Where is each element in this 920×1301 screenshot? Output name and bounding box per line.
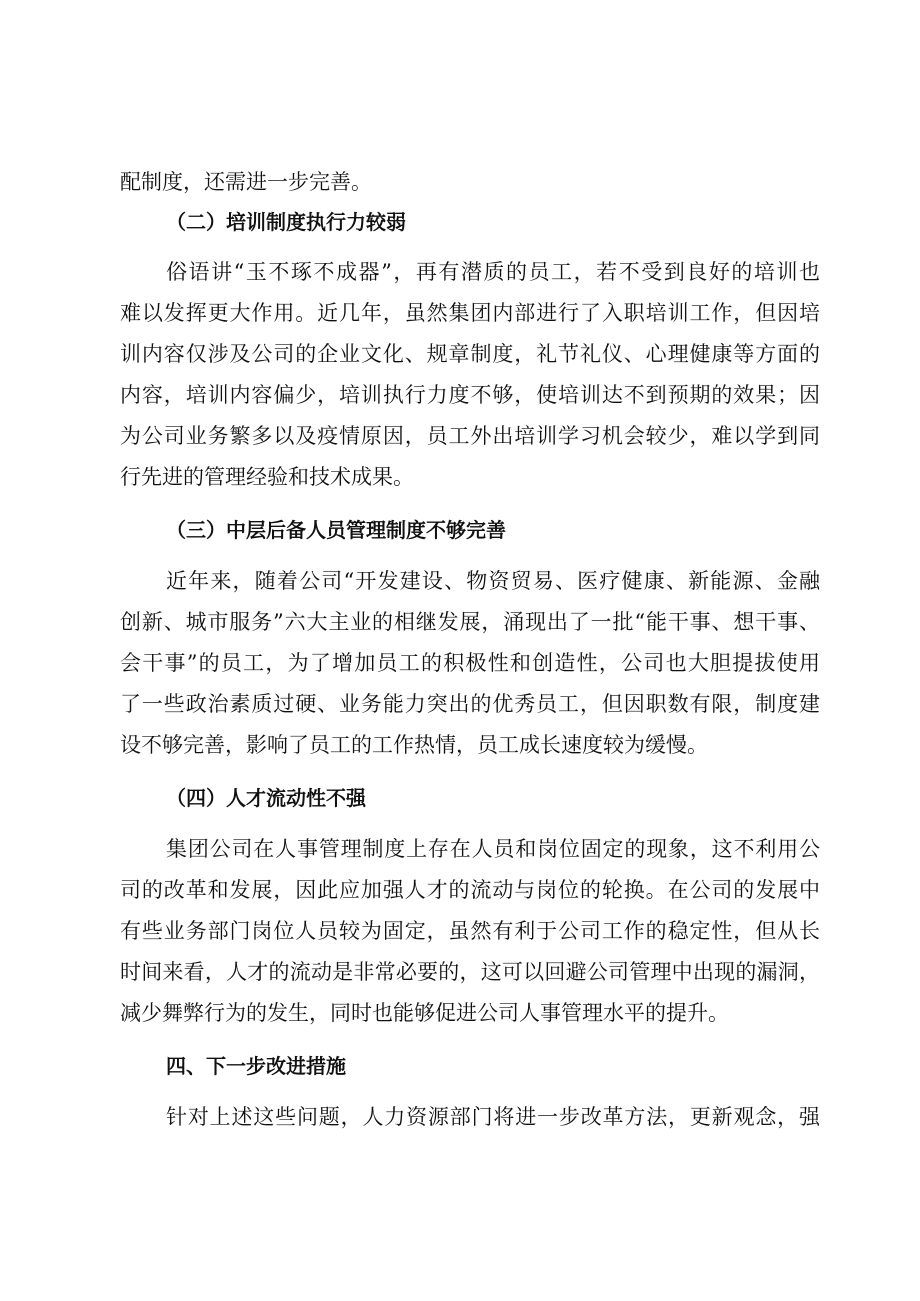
paragraph-line: 训内容仅涉及公司的企业文化、规章制度，礼节礼仪、心理健康等方面的 xyxy=(120,342,820,366)
paragraph-line: 针对上述这些问题，人力资源部门将进一步改革方法，更新观念，强 xyxy=(166,1105,820,1129)
section-heading-reserve-staff: （三）中层后备人员管理制度不够完善 xyxy=(166,518,506,542)
paragraph-line: 会干事”的员工，为了增加员工的积极性和创造性，公司也大胆提拔使用 xyxy=(120,651,820,675)
section-heading-talent-mobility: （四）人才流动性不强 xyxy=(166,786,366,810)
paragraph-line: 配制度，还需进一步完善。 xyxy=(120,170,372,194)
paragraph-line: 设不够完善，影响了员工的工作热情，员工成长速度较为缓慢。 xyxy=(120,733,708,757)
paragraph-line: 俗语讲“玉不琢不成器”，再有潜质的员工，若不受到良好的培训也 xyxy=(166,260,820,284)
paragraph-line: 行先进的管理经验和技术成果。 xyxy=(120,465,414,489)
paragraph-line: 有些业务部门岗位人员较为固定，虽然有利于公司工作的稳定性，但从长 xyxy=(120,919,820,943)
paragraph-line: 为公司业务繁多以及疫情原因，员工外出培训学习机会较少，难以学到同 xyxy=(120,424,820,448)
paragraph-line: 时间来看，人才的流动是非常必要的，这可以回避公司管理中出现的漏洞， xyxy=(120,960,820,984)
paragraph-line: 司的改革和发展，因此应加强人才的流动与岗位的轮换。在公司的发展中 xyxy=(120,878,820,902)
paragraph-line: 了一些政治素质过硬、业务能力突出的优秀员工，但因职数有限，制度建 xyxy=(120,692,820,716)
paragraph-line: 内容，培训内容偏少，培训执行力度不够，使培训达不到预期的效果；因 xyxy=(120,383,820,407)
section-heading-training: （二）培训制度执行力较弱 xyxy=(166,210,406,234)
paragraph-line: 创新、城市服务”六大主业的相继发展，涌现出了一批“能干事、想干事、 xyxy=(120,610,820,634)
paragraph-line: 近年来，随着公司“开发建设、物资贸易、医疗健康、新能源、金融 xyxy=(166,569,820,593)
paragraph-line: 难以发挥更大作用。近几年，虽然集团内部进行了入职培训工作，但因培 xyxy=(120,301,820,325)
section-heading-next-steps: 四、下一步改进措施 xyxy=(166,1054,346,1078)
paragraph-line: 集团公司在人事管理制度上存在人员和岗位固定的现象，这不利用公 xyxy=(166,837,820,861)
paragraph-line: 减少舞弊行为的发生，同时也能够促进公司人事管理水平的提升。 xyxy=(120,1001,729,1025)
